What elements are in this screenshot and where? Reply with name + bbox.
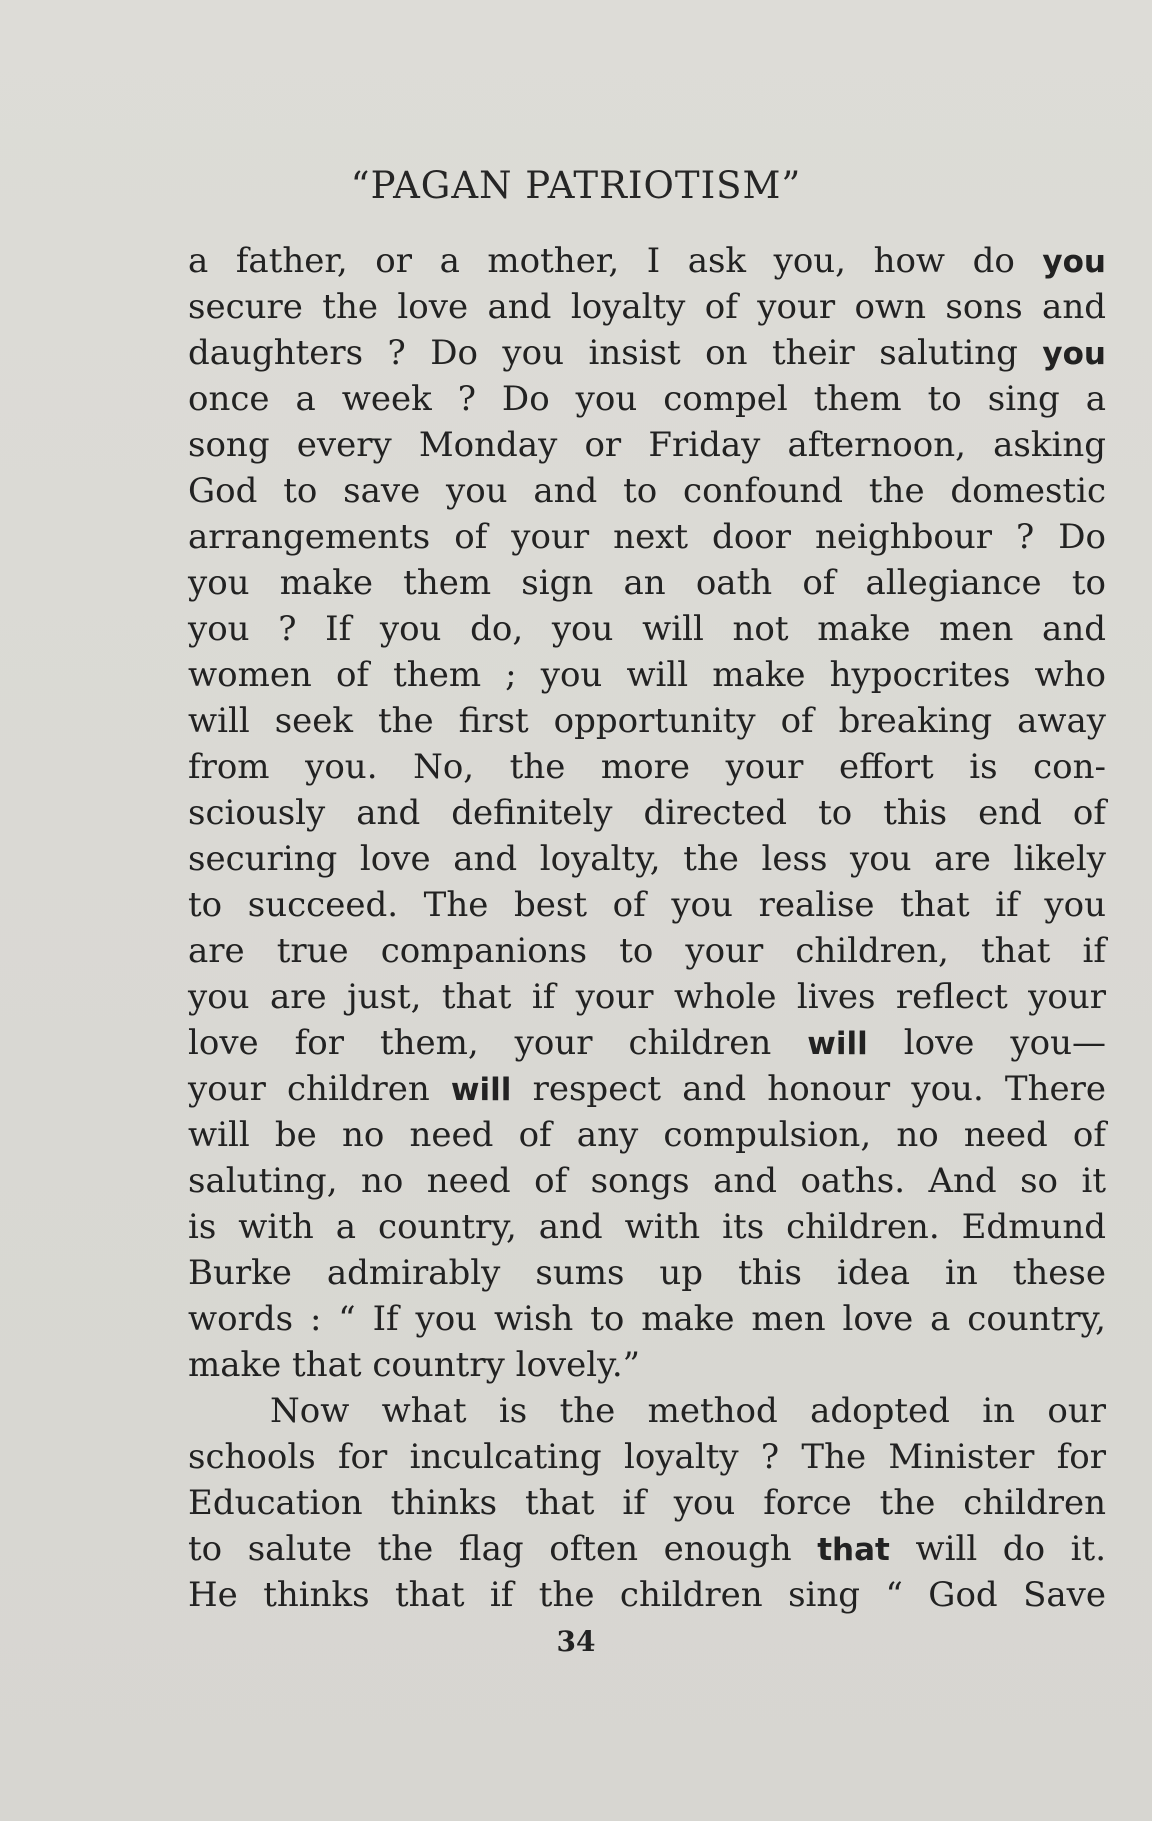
text-line: you make them sign an oath of allegiance to	[188, 563, 1106, 603]
text-line: Now what is the method adopted in our	[270, 1391, 1106, 1431]
text-line: daughters ? Do you insist on their saluting you	[188, 333, 1106, 373]
text-line: you ? If you do, you will not make men and	[188, 609, 1106, 649]
text-line: sciously and definitely directed to this end of	[188, 793, 1106, 833]
text-line: from you. No, the more your effort is con-	[188, 747, 1106, 787]
text-line: once a week ? Do you compel them to sing a	[188, 379, 1106, 419]
text-line: to succeed. The best of you realise that if you	[188, 885, 1106, 925]
text-line: your children will respect and honour you. There	[188, 1069, 1106, 1109]
text-line: schools for inculcating loyalty ? The Minister for	[188, 1437, 1106, 1477]
text-line: will seek the first opportunity of breaking away	[188, 701, 1106, 741]
text-line: are true companions to your children, that if	[188, 931, 1106, 971]
text-line: a father, or a mother, I ask you, how do you	[188, 241, 1106, 281]
text-line: saluting, no need of songs and oaths. And so it	[188, 1161, 1106, 1201]
text-line: is with a country, and with its children. Edmund	[188, 1207, 1106, 1247]
text-line: make that country lovely.”	[188, 1345, 641, 1385]
text-line: He thinks that if the children sing “ God Save	[188, 1575, 1106, 1615]
page-number: 34	[556, 1625, 596, 1658]
text-line: Education thinks that if you force the children	[188, 1483, 1106, 1523]
text-line: Burke admirably sums up this idea in these	[188, 1253, 1106, 1293]
text-line: song every Monday or Friday afternoon, asking	[188, 425, 1106, 465]
text-line: God to save you and to confound the domestic	[188, 471, 1106, 511]
text-line: love for them, your children will love you—	[188, 1023, 1106, 1063]
text-line: you are just, that if your whole lives reflect your	[188, 977, 1106, 1017]
text-line: arrangements of your next door neighbour ? Do	[188, 517, 1106, 557]
running-head: “PAGAN PATRIOTISM”	[350, 164, 802, 207]
text-line: will be no need of any compulsion, no need of	[188, 1115, 1106, 1155]
text-line: secure the love and loyalty of your own sons and	[188, 287, 1106, 327]
text-line: words : “ If you wish to make men love a country,	[188, 1299, 1106, 1339]
text-line: securing love and loyalty, the less you are likely	[188, 839, 1106, 879]
text-line: to salute the flag often enough that will do it.	[188, 1529, 1106, 1569]
body-text	[188, 238, 1106, 1618]
text-line: women of them ; you will make hypocrites who	[188, 655, 1106, 695]
